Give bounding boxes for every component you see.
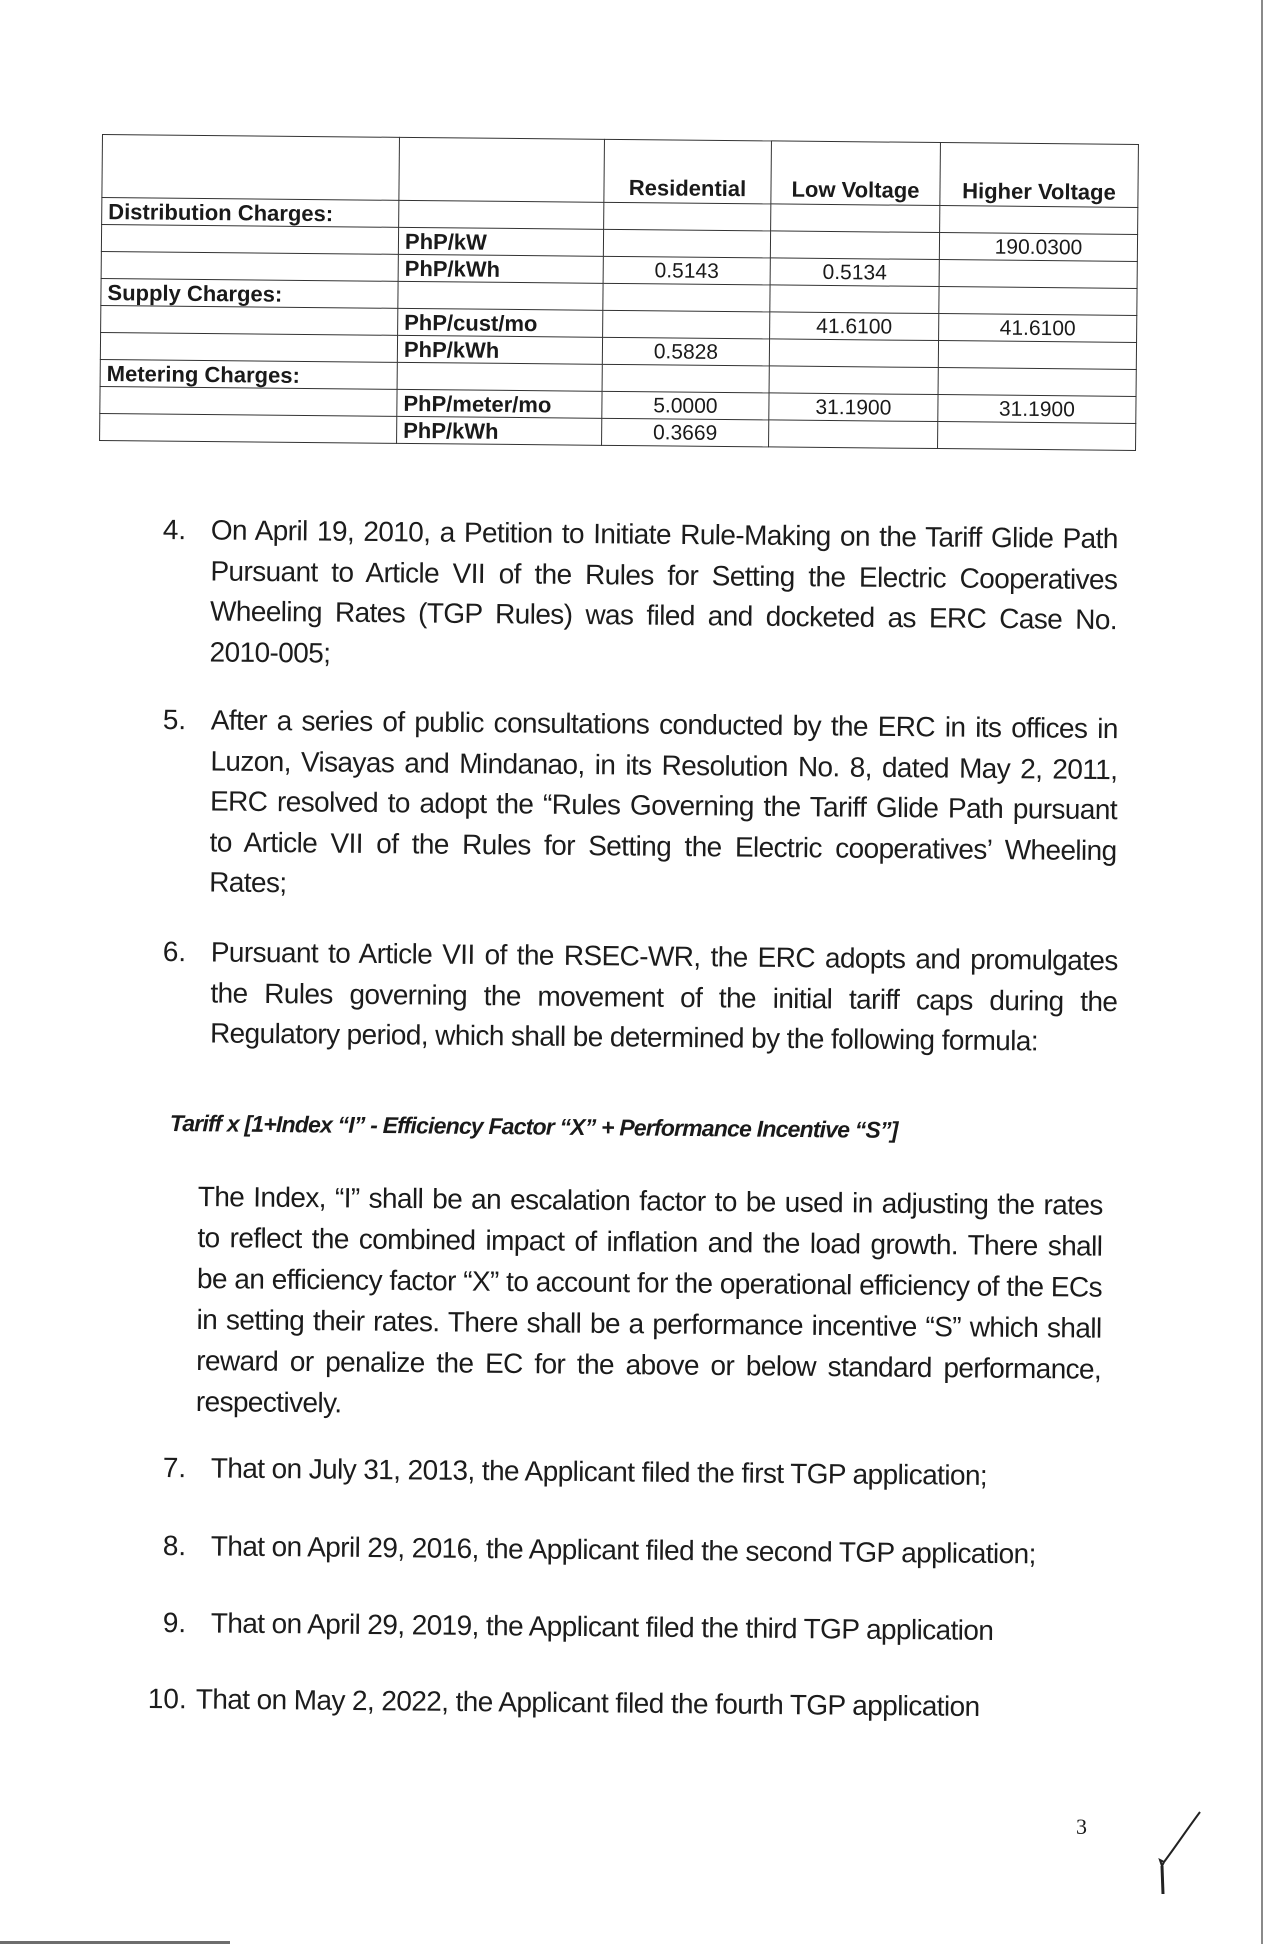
header-cell-residential: Residential bbox=[604, 139, 772, 204]
item-number: 5. bbox=[162, 703, 187, 736]
value-cell: 0.5828 bbox=[602, 337, 769, 366]
unit-cell: PhP/kWh bbox=[398, 254, 603, 283]
value-cell: 31.1900 bbox=[769, 393, 938, 422]
item-text: Pursuant to Article VII of the RSEC-WR, the ERC adopts and promulgates the Rules governing the movement of the initial tariff caps during the Regulatory period, which shall be determined by the following formula: bbox=[209, 936, 1118, 1057]
value-cell bbox=[938, 368, 1136, 397]
unit-cell: PhP/kWh bbox=[397, 416, 602, 445]
value-cell: 5.0000 bbox=[602, 391, 769, 420]
unit-cell bbox=[398, 281, 603, 310]
category-cell bbox=[100, 413, 397, 443]
category-cell bbox=[101, 225, 398, 255]
value-cell bbox=[939, 287, 1137, 316]
value-cell bbox=[770, 231, 939, 260]
page-number: 3 bbox=[1076, 1814, 1087, 1839]
value-cell bbox=[603, 283, 770, 312]
value-cell bbox=[769, 366, 938, 395]
table-header-row bbox=[102, 135, 1139, 208]
rates-table bbox=[99, 134, 1139, 451]
value-cell bbox=[603, 229, 770, 258]
unit-cell: PhP/meter/mo bbox=[397, 389, 602, 418]
tariff-formula: Tariff x [1+Index “I” - Efficiency Factor “X” + Performance Incentive “S”] bbox=[169, 1110, 898, 1143]
value-cell bbox=[604, 202, 771, 231]
list-item-9 bbox=[163, 1603, 1118, 1653]
value-cell: 41.6100 bbox=[939, 314, 1137, 343]
category-cell bbox=[100, 386, 397, 416]
value-cell bbox=[938, 422, 1136, 451]
category-cell: Supply Charges: bbox=[101, 278, 398, 308]
category-cell bbox=[101, 251, 398, 281]
item-number: 6. bbox=[162, 935, 187, 968]
list-item-8 bbox=[163, 1526, 1118, 1576]
value-cell: 190.0300 bbox=[939, 233, 1137, 262]
value-cell: 0.5143 bbox=[603, 256, 770, 285]
value-cell: 31.1900 bbox=[938, 395, 1136, 424]
list-item-4 bbox=[161, 510, 1118, 681]
unit-cell: PhP/kW bbox=[398, 227, 603, 256]
header-cell-unit bbox=[399, 137, 605, 202]
item-text: After a series of public consultations conducted by the ERC in its offices in Luzon, Visayas and Mindanao, in its Resolution No. 8, dated May 2, 2011, ERC resolved to adopt the “Rules Governing the Tariff Glide Path pursuant to Article VII of the Rules for Setting the Electric cooperatives’ Wheeling Rates; bbox=[209, 704, 1118, 899]
header-cell-higher-voltage: Higher Voltage bbox=[940, 143, 1139, 208]
value-cell bbox=[769, 420, 938, 449]
item-text: That on May 2, 2022, the Applicant filed the fourth TGP application bbox=[195, 1683, 980, 1722]
item-text: That on April 29, 2019, the Applicant filed the third TGP application bbox=[210, 1607, 994, 1646]
list-item-6 bbox=[162, 932, 1118, 1063]
unit-cell: PhP/cust/mo bbox=[398, 308, 603, 337]
header-cell-low-voltage: Low Voltage bbox=[771, 141, 941, 206]
value-cell bbox=[769, 339, 938, 368]
value-cell bbox=[602, 364, 769, 393]
item-text: That on July 31, 2013, the Applicant filed the first TGP application; bbox=[210, 1452, 988, 1491]
category-cell: Distribution Charges: bbox=[102, 198, 399, 228]
category-cell bbox=[100, 332, 397, 362]
value-cell bbox=[940, 206, 1138, 235]
handwritten-initial-icon bbox=[1140, 1800, 1210, 1910]
item-number: 7. bbox=[162, 1451, 187, 1484]
item-text: That on April 29, 2016, the Applicant filed the second TGP application; bbox=[210, 1530, 1036, 1570]
formula-explanation: The Index, “I” shall be an escalation factor to be used in adjusting the rates to reflect the combined impact of inflation and the load growth. There shall be an efficiency factor “X” to account for the operational efficiency of the ECs in setting their rates. There shall be a performance incentive “S” which shall reward or penalize the EC for the above or below standard performance, respectively. bbox=[195, 1180, 1103, 1419]
list-item-5 bbox=[161, 700, 1118, 912]
item-text: On April 19, 2010, a Petition to Initiate Rule-Making on the Tariff Glide Path Pursuant to Article VII of the Rules for Setting the Electric Cooperatives Wheeling Rates (TGP Rules) was filed and docketed as ERC Case No. 2010-005; bbox=[209, 514, 1118, 669]
value-cell: 0.3669 bbox=[602, 418, 769, 447]
value-cell bbox=[770, 285, 939, 314]
item-number: 8. bbox=[162, 1529, 187, 1562]
unit-cell bbox=[397, 362, 602, 391]
value-cell bbox=[938, 341, 1136, 370]
scan-edge-right bbox=[1261, 0, 1263, 1944]
item-number: 9. bbox=[162, 1606, 187, 1639]
list-item-10 bbox=[148, 1679, 1103, 1729]
value-cell bbox=[939, 260, 1137, 289]
list-item-7 bbox=[163, 1448, 1118, 1498]
category-cell: Metering Charges: bbox=[100, 359, 397, 389]
value-cell bbox=[603, 310, 770, 339]
header-cell-category bbox=[102, 135, 400, 201]
value-cell bbox=[771, 204, 940, 233]
unit-cell bbox=[399, 200, 604, 229]
category-cell bbox=[101, 305, 398, 335]
value-cell: 0.5134 bbox=[770, 258, 939, 287]
item-number: 10. bbox=[147, 1682, 187, 1715]
item-number: 4. bbox=[162, 513, 187, 546]
value-cell: 41.6100 bbox=[770, 312, 939, 341]
unit-cell: PhP/kWh bbox=[397, 335, 602, 364]
